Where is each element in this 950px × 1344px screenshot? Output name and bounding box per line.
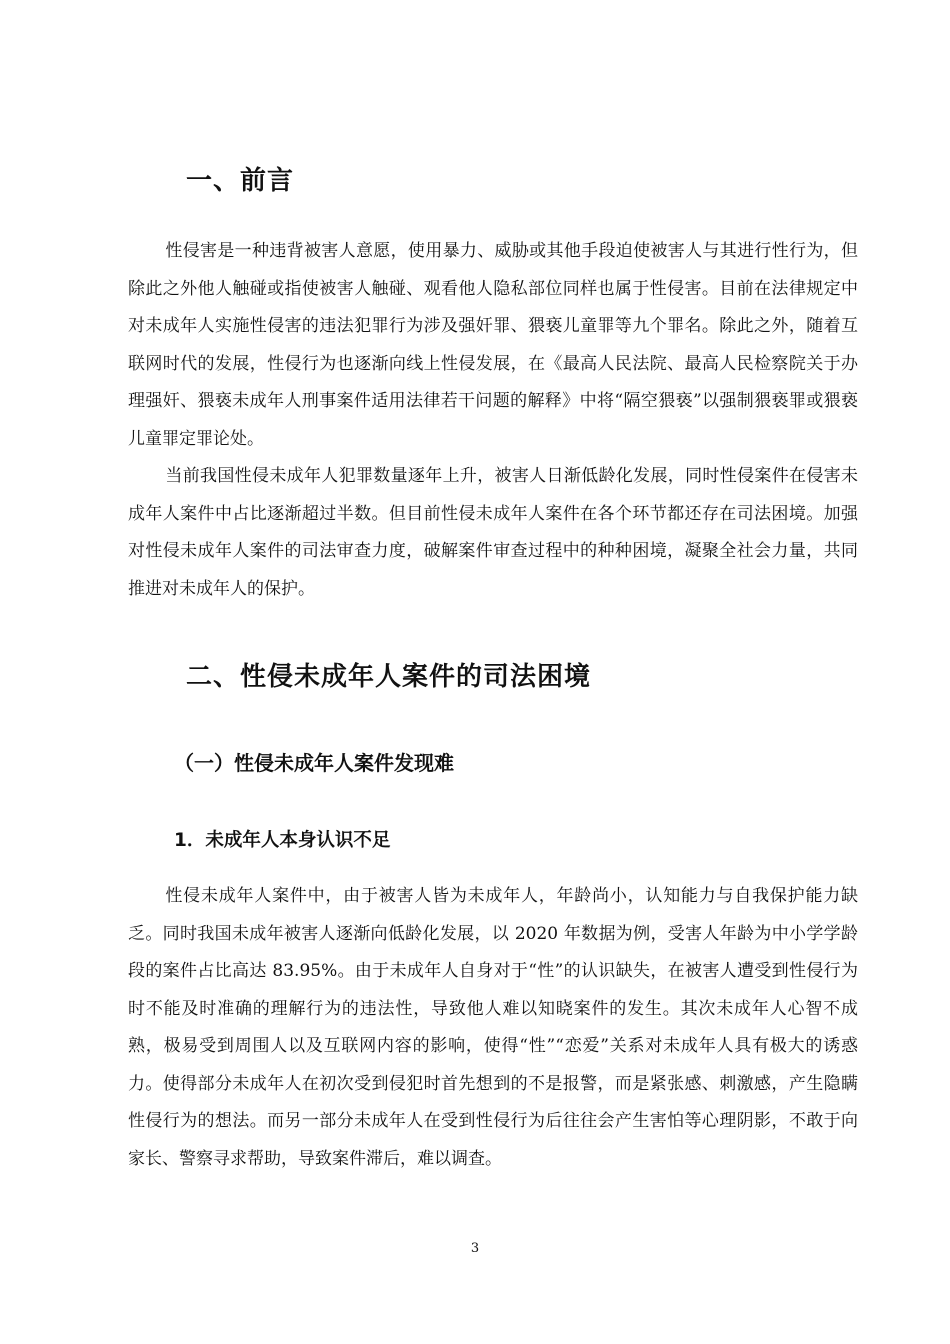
section-heading-intro: 一、前言 — [186, 166, 295, 196]
section-heading-dilemma: 二、性侵未成年人案件的司法困境 — [186, 662, 592, 692]
intro-paragraph-1: 性侵害是一种违背被害人意愿，使用暴力、威胁或其他手段迫使被害人与其进行性行为，但除此之外他人触碰或指使被害人触碰、观看他人隐私部位同样也属于性侵害。目前在法律规定中对未成年人实施性侵害的违法犯罪行为涉及强奸罪、猥亵儿童罪等九个罪名。除此之外，随着互联网时代的发展，性侵行为也逐渐向线上性侵发展，在《最高人民法院、最高人民检察院关于办理强奸、猥亵未成年人刑事案件适用法律若干问题的解释》中将“隔空猥亵”以强制猥亵罪或猥亵儿童罪定罪论处。 — [128, 241, 858, 449]
intro-paragraph-2: 当前我国性侵未成年人犯罪数量逐年上升，被害人日渐低龄化发展，同时性侵案件在侵害未成年人案件中占比逐渐超过半数。但目前性侵未成年人案件在各个环节都还存在司法困境。加强对性侵未成年人案件的司法审查力度，破解案件审查过程中的种种困境，凝聚全社会力量，共同推进对未成年人的保护。 — [128, 466, 858, 599]
page-number: 3 — [470, 1241, 480, 1256]
subsection-heading-discovery: （一）性侵未成年人案件发现难 — [174, 751, 454, 775]
awareness-paragraph: 性侵未成年人案件中，由于被害人皆为未成年人，年龄尚小，认知能力与自我保护能力缺乏。同时我国未成年被害人逐渐向低龄化发展，以 2020 年数据为例，受害人年龄为中小学学龄段的案件占比高达 83.95%。由于未成年人自身对于“性”的认识缺失，在被害人遭受到性侵行为时不能及时准确的理解行为的违法性，导致他人难以知晓案件的发生。其次未成年人心智不成熟，极易受到周围人以及互联网内容的影响，使得“性”“恋爱”关系对未成年人具有极大的诱惑力。使得部分未成年人在初次受到侵犯时首先想到的不是报警，而是紧张感、刺激感，产生隐瞒性侵行为的想法。而另一部分未成年人在受到性侵行为后往往会产生害怕等心理阴影，不敢于向家长、警察寻求帮助，导致案件滞后，难以调查。 — [128, 886, 858, 1169]
subsubsection-heading-awareness: 1．未成年人本身认识不足 — [174, 830, 391, 851]
